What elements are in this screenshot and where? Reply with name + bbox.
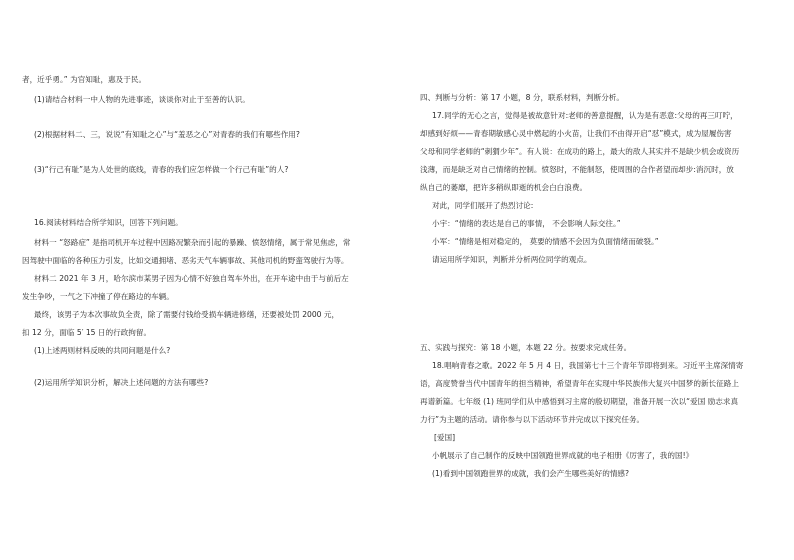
question-18-line-2: 语，高度赞誉当代中国青年的担当精神，希望青年在实现中华民族伟大复兴中国梦的新长征路上 bbox=[420, 379, 739, 388]
material-2-line-4: 扣 12 分，面临 5′ 15 日的行政拘留。 bbox=[22, 328, 152, 337]
question-17-line-4: 浅薄，而是缺乏对自己情绪的控制。愤怒时，不能制怒，使周围的合作者望而却步:消沉时，放 bbox=[420, 165, 734, 174]
question-15-3: (3)“行己有耻”是为人处世的底线，青春的我们应怎样做一个行己有耻”的人? bbox=[34, 165, 289, 174]
left-column bbox=[22, 0, 372, 560]
material-2-line-2: 发生争吵，一气之下冲撞了停在路边的车辆。 bbox=[22, 292, 174, 301]
question-18-context: 小帆展示了自己制作的反映中国领跑世界成就的电子相册《厉害了，我的国!》 bbox=[432, 451, 694, 460]
section-5-heading: 五、实践与探究：第 18 小题，本题 22 分。按要求完成任务。 bbox=[420, 343, 632, 352]
question-17-line-5: 纵自己的萎靡，把许多稍纵即逝的机会白白浪费。 bbox=[420, 183, 588, 192]
xiaoyu-opinion: 小宇：“情绪的表达是自己的事情， 不会影响人际交往。” bbox=[432, 219, 621, 228]
question-15-2: (2)根据材料二、三，说说“有知耻之心”与“羞恶之心”对青春的我们有哪些作用? bbox=[34, 130, 300, 139]
material-2-line-3: 最终，该男子为本次事故负全责，除了需要付钱给受损车辆进修缮，还要被处罚 2000 元， bbox=[34, 310, 340, 319]
section-4-heading: 四、判断与分析：第 17 小题，8 分，联系材料，判断分析。 bbox=[420, 93, 624, 102]
question-17-line-3: 父母和同学老师的“刺猬少年”。有人说：在成功的路上，最大的敌人其实并不是缺少机会或资历 bbox=[420, 147, 740, 156]
question-17-prompt: 请运用所学知识，判断并分析两位同学的观点。 bbox=[432, 255, 592, 264]
question-18-line-4: 力行”为主题的活动。请你参与以下活动环节并完成以下探究任务。 bbox=[420, 415, 645, 424]
question-17-line-1: 17.同学的无心之言，觉得是被故意针对:老师的善意提醒，认为是有恶意:父母的再三叮咛， bbox=[432, 111, 738, 120]
material-1-line-1: 材料一 “怒路症” 是指司机开车过程中因路况繁杂而引起的暴躁、愤怒情绪，属于常见焦虑，常 bbox=[34, 238, 351, 247]
question-16-1: (1)上述两则材料反映的共同问题是什么? bbox=[34, 346, 171, 355]
text-line: 者，近乎勇。” 为官知耻，惠及于民。 bbox=[22, 75, 147, 84]
question-15-1: (1)请结合材料一中人物的先进事迹，谈谈你对止于至善的认识。 bbox=[34, 95, 250, 104]
right-column bbox=[420, 0, 775, 560]
discussion-intro: 对此，同学们展开了热烈讨论: bbox=[432, 201, 534, 210]
xiaojun-opinion: 小军：“情绪是相对稳定的， 莫要的情感不会因为负面情绪而破裂。” bbox=[432, 237, 659, 246]
question-16-title: 16.阅读材料结合所学知识，回答下列问题。 bbox=[34, 218, 183, 227]
question-17-line-2: 却感到好烦——青春期敏感心灵中燃起的小火苗，让我们不由得开启“怼”模式，成为屋履伤害 bbox=[420, 129, 732, 138]
question-18-line-1: 18.唱响青春之歌。2022 年 5 月 4 日，我国第七十三个青年节即将到来。习近平主席深情寄 bbox=[432, 361, 744, 370]
section-aiguo-label: [爱国] bbox=[434, 433, 456, 442]
material-2-line-1: 材料二 2021 年 3 月，哈尔滨市某男子因为心情不好独自驾车外出，在开车途中由于与前后左 bbox=[34, 274, 349, 283]
question-16-2: (2)运用所学知识分析，解决上述问题的方法有哪些? bbox=[34, 378, 209, 387]
question-18-1: (1)看到中国领跑世界的成就，我们会产生哪些美好的情感? bbox=[432, 469, 630, 478]
question-18-line-3: 再谱新篇。七年级 (1) 班同学们从中感悟到习主席的殷切期望，准备开展一次以“爱国 励志求真 bbox=[420, 397, 739, 406]
material-1-line-2: 因驾驶中面临的各种压力引发，比如交通拥堵、恶劣天气车辆事故、其他司机的野蛮驾驶行为等。 bbox=[22, 256, 349, 265]
